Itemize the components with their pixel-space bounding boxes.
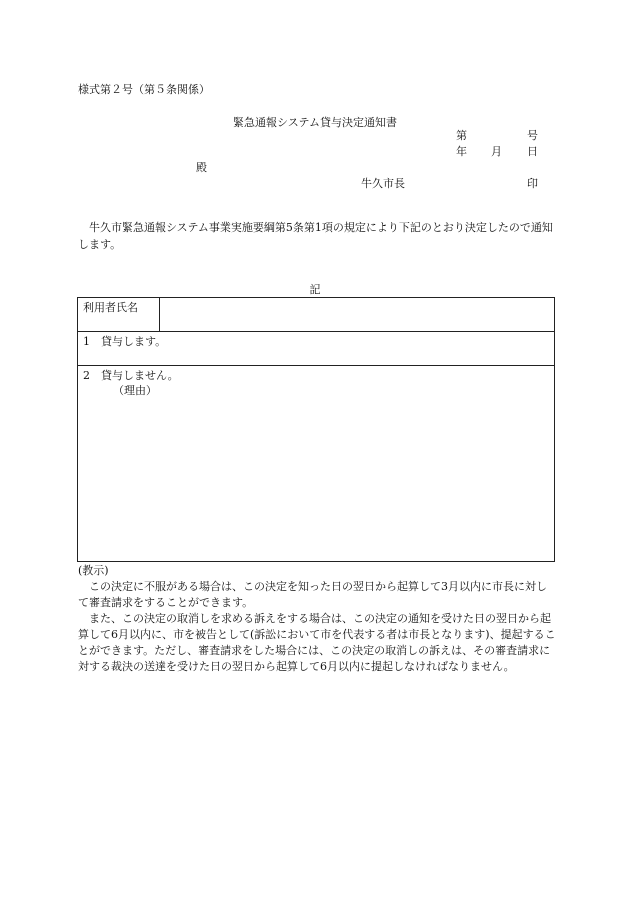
notice-paragraph-1: この決定に不服がある場合は、この決定を知った日の翌日から起算して3月以内に市長に対して審査請求をすることができます。: [78, 579, 547, 609]
notice-heading: (教示): [78, 564, 109, 577]
recipient-honorific: 殿: [196, 161, 207, 174]
option-lend-row: [77, 331, 555, 366]
user-name-label: 利用者氏名: [78, 298, 160, 331]
reason-label: （理由）: [113, 383, 157, 397]
option-not-lend-text: 2 貸与しません。: [83, 369, 179, 382]
option-lend-text: 1 貸与します。: [83, 335, 167, 348]
date-year-label: 年: [456, 145, 467, 158]
notice-paragraph-2: また、この決定の取消しを求める訴えをする場合は、この決定の通知を受けた日の翌日から起算して6月以内に、市を被告として(訴訟において市を代表する者は市長となります)、提起することができます。ただし、審査請求をした場合には、この決定の取消しの訴えは、その審査請求に対する裁決の送達を受けた日の翌日から起算して6月以内に提起しなければなりません。: [78, 611, 556, 673]
appeal-notice: [78, 563, 556, 675]
document-title: 緊急通報システム貸与決定通知書: [233, 116, 397, 129]
document-number-prefix: 第: [456, 129, 467, 142]
sender-name: 牛久市長: [361, 177, 405, 190]
intro-paragraph: 牛久市緊急通報システム事業実施要綱第5条第1項の規定により下記のとおり決定したので通知します。: [78, 221, 553, 251]
record-heading: 記: [309, 283, 321, 296]
document-number-suffix: 号: [527, 129, 538, 142]
user-name-row: [77, 297, 555, 332]
form-number: 様式第２号（第５条関係）: [78, 83, 210, 96]
seal-mark: 印: [527, 177, 538, 190]
date-month-label: 月: [491, 145, 502, 158]
option-not-lend-row: [77, 365, 555, 562]
date-day-label: 日: [527, 145, 538, 158]
